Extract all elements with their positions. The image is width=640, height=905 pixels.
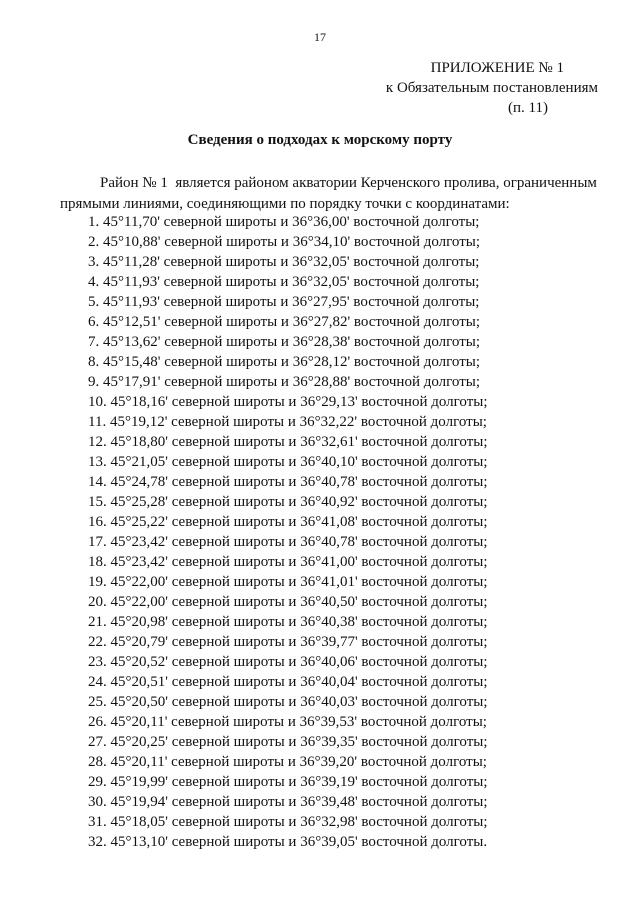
coordinate-item: 18. 45°23,42' северной широты и 36°41,00' восточной долготы; (88, 554, 488, 570)
coordinate-item: 5. 45°11,93' северной широты и 36°27,95' восточной долготы; (88, 294, 480, 310)
coordinate-item: 22. 45°20,79' северной широты и 36°39,77' восточной долготы; (88, 634, 488, 650)
coordinate-item: 3. 45°11,28' северной широты и 36°32,05' восточной долготы; (88, 254, 480, 270)
coordinate-item: 13. 45°21,05' северной широты и 36°40,10' восточной долготы; (88, 454, 488, 470)
coordinate-item: 32. 45°13,10' северной широты и 36°39,05' восточной долготы. (88, 834, 488, 850)
coordinate-item: 25. 45°20,50' северной широты и 36°40,03' восточной долготы; (88, 694, 488, 710)
coordinate-item: 28. 45°20,11' северной широты и 36°39,20' восточной долготы; (88, 754, 487, 770)
coordinate-item: 8. 45°15,48' северной широты и 36°28,12' восточной долготы; (88, 354, 481, 370)
coordinate-item: 31. 45°18,05' северной широты и 36°32,98' восточной долготы; (88, 814, 488, 830)
coordinate-item: 24. 45°20,51' северной широты и 36°40,04' восточной долготы; (88, 674, 488, 690)
coordinate-item: 1. 45°11,70' северной широты и 36°36,00' восточной долготы; (88, 214, 480, 230)
coordinate-item: 20. 45°22,00' северной широты и 36°40,50' восточной долготы; (88, 594, 488, 610)
coordinate-item: 12. 45°18,80' северной широты и 36°32,61' восточной долготы; (88, 434, 488, 450)
appendix-reference: к Обязательным постановлениям (385, 80, 598, 96)
coordinate-item: 16. 45°25,22' северной широты и 36°41,08' восточной долготы; (88, 514, 488, 530)
page-number: 17 (314, 30, 326, 44)
coordinate-item: 2. 45°10,88' северной широты и 36°34,10' восточной долготы; (88, 234, 481, 250)
document-heading: Сведения о подходах к морскому порту (187, 132, 453, 148)
coordinate-item: 10. 45°18,16' северной широты и 36°29,13' восточной долготы; (88, 394, 488, 410)
coordinate-item: 19. 45°22,00' северной широты и 36°41,01' восточной долготы; (88, 574, 488, 590)
coordinate-item: 11. 45°19,12' северной широты и 36°32,22' восточной долготы; (88, 414, 487, 430)
coordinate-item: 29. 45°19,99' северной широты и 36°39,19' восточной долготы; (88, 774, 488, 790)
coordinate-item: 26. 45°20,11' северной широты и 36°39,53' восточной долготы; (88, 714, 487, 730)
coordinate-item: 7. 45°13,62' северной широты и 36°28,38' восточной долготы; (88, 334, 481, 350)
coordinate-item: 27. 45°20,25' северной широты и 36°39,35' восточной долготы; (88, 734, 488, 750)
coordinate-item: 23. 45°20,52' северной широты и 36°40,06' восточной долготы; (88, 654, 488, 670)
coordinate-item: 30. 45°19,94' северной широты и 36°39,48' восточной долготы; (88, 794, 488, 810)
intro-paragraph (88, 173, 600, 194)
appendix-header (338, 58, 598, 118)
appendix-title: ПРИЛОЖЕНИЕ № 1 (430, 60, 564, 76)
coordinate-list (88, 212, 488, 852)
coordinate-item: 21. 45°20,98' северной широты и 36°40,38' восточной долготы; (88, 614, 488, 630)
coordinate-item: 14. 45°24,78' северной широты и 36°40,78' восточной долготы; (88, 474, 488, 490)
coordinate-item: 15. 45°25,28' северной широты и 36°40,92' восточной долготы; (88, 494, 488, 510)
coordinate-item: 6. 45°12,51' северной широты и 36°27,82' восточной долготы; (88, 314, 481, 330)
intro-line-2: прямыми линиями, соединяющими по порядку точки с координатами: (60, 196, 510, 212)
coordinate-item: 4. 45°11,93' северной широты и 36°32,05' восточной долготы; (88, 274, 480, 290)
appendix-clause: (п. 11) (508, 100, 548, 116)
coordinate-item: 9. 45°17,91' северной широты и 36°28,88' восточной долготы; (88, 374, 481, 390)
coordinate-item: 17. 45°23,42' северной широты и 36°40,78' восточной долготы; (88, 534, 488, 550)
intro-line-1: Район № 1 является районом акватории Керченского пролива, ограниченным (100, 175, 597, 191)
